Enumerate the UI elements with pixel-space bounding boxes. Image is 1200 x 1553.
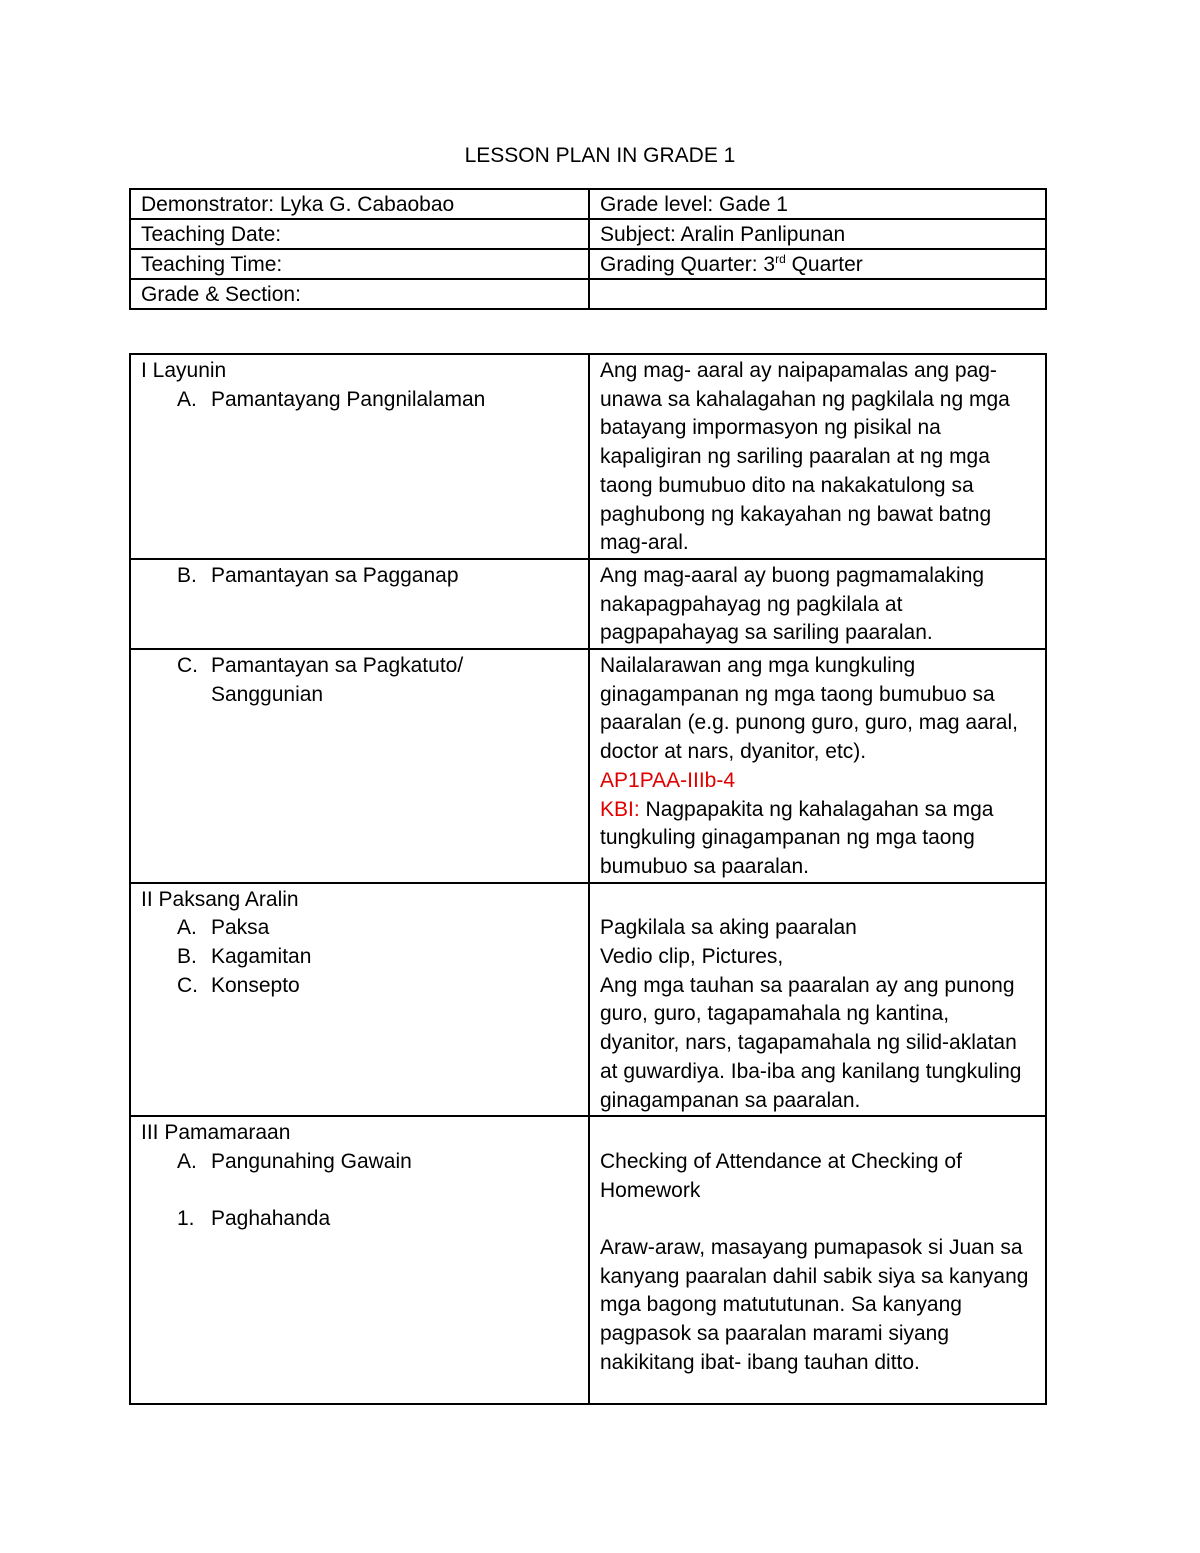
pamamaraan-content-cell: [589, 1116, 1046, 1404]
teaching-time-cell: Teaching Time:: [130, 249, 589, 279]
list-item: 1. Paghahanda: [177, 1207, 331, 1231]
pamamaraan-row: [130, 1116, 1046, 1404]
list-item: C. Konsepto: [177, 973, 300, 997]
text-line: Checking of Attendance at Checking of: [600, 1149, 962, 1173]
text-line: ginagampanan sa paaralan.: [600, 1088, 861, 1112]
subject-cell: Subject: Aralin Panlipunan: [589, 219, 1046, 249]
table-row: [130, 249, 1046, 279]
page-title: LESSON PLAN IN GRADE 1: [464, 144, 736, 167]
text-line: Ang mag- aaral ay naipapamalas ang pag-: [600, 359, 997, 382]
text-line: mga bagong matututunan. Sa kanyang: [600, 1293, 962, 1317]
teaching-date-cell: Teaching Date:: [130, 219, 589, 249]
text-line: mag-aral.: [600, 531, 689, 555]
text-line: Homework: [600, 1178, 701, 1202]
paksang-aralin-left-cell: [130, 883, 589, 1117]
layunin-c-content-cell: [589, 649, 1046, 883]
list-item: A. Pangunahing Gawain: [177, 1149, 412, 1173]
text-line: unawa sa kahalagahan ng pagkilala ng mga: [600, 387, 1010, 411]
kbi-line: KBI: Nagpapakita ng kahalagahan sa mga: [600, 797, 994, 821]
list-item: C. Pamantayan sa Pagkatuto/: [177, 654, 464, 678]
grading-quarter-cell: [589, 249, 1046, 279]
table-row: [130, 219, 1046, 249]
demonstrator-cell: Demonstrator: Lyka G. Cabaobao: [130, 189, 589, 219]
grading-quarter-superscript: rd: [775, 252, 786, 266]
text-line: batayang impormasyon ng pisikal na: [600, 416, 941, 440]
list-item: A. Paksa: [177, 916, 270, 940]
text-line: taong bumubuo dito na nakakatulong sa: [600, 473, 974, 497]
section-heading: II Paksang Aralin: [141, 887, 299, 911]
text-line: kanyang paaralan dahil sabik siya sa kanyang: [600, 1264, 1029, 1288]
text-line: tungkuling ginagampanan ng mga taong: [600, 826, 975, 850]
text-line: at guwardiya. Iba-iba ang kanilang tungkuling: [600, 1059, 1022, 1083]
layunin-left-cell: [130, 354, 589, 559]
competency-code: AP1PAA-IIIb-4: [600, 768, 736, 792]
list-item: A. Pamantayang Pangnilalaman: [177, 387, 486, 411]
layunin-b-left-cell: [130, 559, 589, 649]
paksang-aralin-row: [130, 883, 1046, 1117]
grading-quarter-suffix: Quarter: [785, 253, 863, 276]
list-item-continuation: Sanggunian: [211, 682, 324, 706]
table-row: [130, 189, 1046, 219]
lesson-plan-table: [129, 353, 1047, 1405]
text-line: Ang mag-aaral ay buong pagmamalaking: [600, 563, 985, 587]
layunin-b-content-cell: [589, 559, 1046, 649]
text-line: doctor at nars, dyanitor, etc).: [600, 740, 867, 764]
list-item: B. Pamantayan sa Pagganap: [177, 563, 459, 587]
layunin-c-row: [130, 649, 1046, 883]
layunin-a-content-cell: [589, 354, 1046, 559]
text-line: pagpapahayag sa sariling paaralan.: [600, 621, 933, 645]
text-line: Nailalarawan ang mga kungkuling: [600, 654, 916, 678]
grading-quarter-prefix: Grading Quarter: 3: [600, 253, 776, 276]
text-line: paghubong ng kakayahan ng bawat batng: [600, 502, 992, 526]
text-line: Araw-araw, masayang pumapasok si Juan sa: [600, 1236, 1023, 1260]
layunin-c-left-cell: [130, 649, 589, 883]
kagamitan-text: Vedio clip, Pictures,: [600, 945, 784, 969]
pamamaraan-left-cell: [130, 1116, 589, 1404]
section-heading: I Layunin: [141, 359, 227, 382]
text-line: pagpasok sa paaralan marami siyang: [600, 1322, 950, 1346]
text-line: bumubuo sa paaralan.: [600, 854, 809, 878]
text-line: nakapagpahayag ng pagkilala at: [600, 592, 903, 616]
layunin-b-row: [130, 559, 1046, 649]
text-line: nakikitang ibat- ibang tauhan ditto.: [600, 1350, 920, 1374]
text-line: paaralan (e.g. punong guro, guro, mag aaral,: [600, 711, 1018, 735]
table-row: [130, 279, 1046, 309]
section-heading: III Pamamaraan: [141, 1121, 291, 1145]
kbi-label: KBI:: [600, 797, 640, 821]
text-line: dyanitor, nars, tagapamahala ng silid-aklatan: [600, 1031, 1017, 1055]
paksang-aralin-content-cell: [589, 883, 1046, 1117]
text-line: guro, guro, tagapamahala ng kantina,: [600, 1002, 950, 1026]
text-line: Ang mga tauhan sa paaralan ay ang punong: [600, 973, 1015, 997]
text-line: kapaligiran ng sariling paaralan at ng mga: [600, 445, 990, 469]
paksa-text: Pagkilala sa aking paaralan: [600, 916, 857, 940]
grade-section-cell: Grade & Section:: [130, 279, 589, 309]
layunin-a-row: [130, 354, 1046, 559]
grade-level-cell: Grade level: Gade 1: [589, 189, 1046, 219]
info-table: [129, 188, 1047, 310]
empty-cell: [589, 279, 1046, 309]
text-line: ginagampanan ng mga taong bumubuo sa: [600, 682, 995, 706]
list-item: B. Kagamitan: [177, 945, 312, 969]
